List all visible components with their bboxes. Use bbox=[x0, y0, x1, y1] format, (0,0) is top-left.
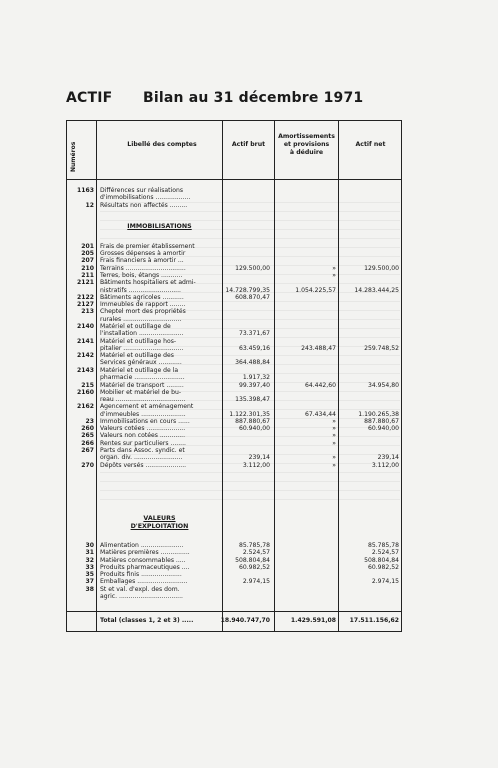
account-label: Produits finis ..................... bbox=[100, 571, 182, 578]
header-actif-net: Actif net bbox=[355, 141, 386, 148]
account-number: 38 bbox=[85, 586, 94, 593]
actif-net-cell: 2.524,57 bbox=[371, 549, 399, 556]
account-label: Parts dans Assoc. syndic. et bbox=[100, 447, 185, 454]
account-number: 33 bbox=[85, 564, 94, 571]
page-title-actif: ACTIF bbox=[66, 90, 113, 106]
actif-brut-cell: 60.982,52 bbox=[238, 564, 270, 571]
table-row bbox=[67, 243, 403, 250]
actif-brut-cell: 85.785,78 bbox=[238, 542, 270, 549]
actif-brut-cell: 364.488,84 bbox=[235, 359, 270, 366]
table-row bbox=[67, 374, 403, 381]
amortissements-cell: 64.442,60 bbox=[304, 382, 336, 389]
account-label: Résultats non affectés ......... bbox=[100, 202, 188, 209]
table-row bbox=[67, 367, 403, 374]
account-number: 2122 bbox=[77, 294, 94, 301]
actif-brut-cell: 1.122.301,35 bbox=[229, 411, 270, 418]
account-number: 37 bbox=[85, 578, 94, 585]
actif-brut-cell: 99.397,40 bbox=[238, 382, 270, 389]
table-row bbox=[67, 418, 403, 425]
table-row bbox=[67, 279, 403, 286]
account-label: d'immobilisations .................. bbox=[100, 194, 191, 201]
account-label: Frais de premier établissement bbox=[100, 243, 195, 250]
account-label: St et val. d'expl. des dom. bbox=[100, 586, 180, 593]
account-label: Frais financiers à amortir ... bbox=[100, 257, 184, 264]
amortissements-cell: » bbox=[332, 265, 336, 272]
account-label: Matières premières ............... bbox=[100, 549, 190, 556]
account-label: Emballages .......................... bbox=[100, 578, 188, 585]
account-label: pharmacie .......................... bbox=[100, 374, 185, 381]
account-number: 201 bbox=[81, 243, 94, 250]
header-actif-brut: Actif brut bbox=[231, 141, 266, 148]
table-row bbox=[67, 352, 403, 359]
total-actif-net: 17.511.156,62 bbox=[349, 617, 399, 624]
account-label: d'immeubles ....................... bbox=[100, 411, 186, 418]
actif-net-cell: 508.804,84 bbox=[364, 557, 399, 564]
actif-brut-cell: 135.398,47 bbox=[235, 396, 270, 403]
table-row bbox=[67, 447, 403, 454]
account-label: Grosses dépenses à amortir bbox=[100, 250, 186, 257]
amortissements-cell: » bbox=[332, 440, 336, 447]
account-label: Valeurs non cotées ............. bbox=[100, 432, 185, 439]
header-libelle: Libellé des comptes bbox=[127, 141, 197, 148]
account-number: 2160 bbox=[77, 389, 94, 396]
table-row bbox=[67, 330, 403, 337]
account-number: 211 bbox=[81, 272, 94, 279]
account-label: Immeubles de rapport ........ bbox=[100, 301, 186, 308]
actif-brut-cell: 14.728.799,35 bbox=[225, 287, 270, 294]
actif-brut-cell: 887.880,67 bbox=[235, 418, 270, 425]
account-label: organ. div. ......................... bbox=[100, 454, 183, 461]
account-number: 2141 bbox=[77, 338, 94, 345]
actif-net-cell: 85.785,78 bbox=[367, 542, 399, 549]
account-number: 213 bbox=[81, 308, 94, 315]
table-row bbox=[67, 403, 403, 410]
table-row bbox=[67, 316, 403, 323]
total-row bbox=[67, 617, 403, 624]
table-row bbox=[67, 202, 403, 209]
header-amort-line2: et provisions bbox=[283, 141, 330, 148]
table-row bbox=[67, 578, 403, 585]
account-number: 2142 bbox=[77, 352, 94, 359]
account-number: 2127 bbox=[77, 301, 94, 308]
actif-net-cell: 60.982,52 bbox=[367, 564, 399, 571]
table-row bbox=[67, 564, 403, 571]
account-label: Matériel et outillage hos- bbox=[100, 338, 177, 345]
account-number: 266 bbox=[81, 440, 94, 447]
section-valeurs-line1: VALEURS bbox=[143, 515, 176, 522]
account-label: Bâtiments hospitaliers et admi- bbox=[100, 279, 196, 286]
account-label: Bâtiments agricoles ........... bbox=[100, 294, 184, 301]
table-row bbox=[67, 425, 403, 432]
actif-net-cell: 259.748,52 bbox=[364, 345, 399, 352]
section-valeurs-line2: D'EXPLOITATION bbox=[130, 523, 189, 530]
table-row bbox=[67, 411, 403, 418]
account-label: Agencement et aménagement bbox=[100, 403, 194, 410]
account-number: 31 bbox=[85, 549, 94, 556]
actif-net-cell: 1.190.265,38 bbox=[358, 411, 399, 418]
account-label: Terres, bois, étangs ........... bbox=[100, 272, 183, 279]
account-number: 205 bbox=[81, 250, 94, 257]
account-label: Services généraux ............ bbox=[100, 359, 182, 366]
actif-brut-cell: 63.459,16 bbox=[238, 345, 270, 352]
table-row bbox=[67, 294, 403, 301]
total-label: Total (classes 1, 2 et 3) ..... bbox=[100, 617, 194, 624]
amortissements-cell: » bbox=[332, 418, 336, 425]
table-row bbox=[67, 454, 403, 461]
account-label: Dépôts versés ..................... bbox=[100, 462, 187, 469]
table-row bbox=[67, 432, 403, 439]
amortissements-cell: » bbox=[332, 425, 336, 432]
account-number: 1163 bbox=[77, 187, 94, 194]
account-label: Valeurs cotées .................... bbox=[100, 425, 186, 432]
balance-sheet-table bbox=[66, 120, 402, 632]
account-label: Mobilier et matériel de bu- bbox=[100, 389, 182, 396]
actif-net-cell: 34.954,80 bbox=[367, 382, 399, 389]
amortissements-cell: » bbox=[332, 272, 336, 279]
table-row bbox=[67, 345, 403, 352]
table-row bbox=[67, 382, 403, 389]
account-number: 2121 bbox=[77, 279, 94, 286]
account-number: 2140 bbox=[77, 323, 94, 330]
account-label: Produits pharmaceutiques .... bbox=[100, 564, 190, 571]
account-number: 12 bbox=[85, 202, 94, 209]
header-amort-line1: Amortissements bbox=[278, 133, 335, 140]
table-row bbox=[67, 301, 403, 308]
header-amort-line3: à déduire bbox=[289, 149, 324, 156]
account-number: 210 bbox=[81, 265, 94, 272]
account-number: 35 bbox=[85, 571, 94, 578]
account-label: Terrains ............................... bbox=[100, 265, 186, 272]
account-label: Matériel de transport ......... bbox=[100, 382, 184, 389]
page-title-bilan: Bilan au 31 décembre 1971 bbox=[143, 90, 364, 106]
table-row bbox=[67, 250, 403, 257]
table-row bbox=[67, 308, 403, 315]
table-row bbox=[67, 549, 403, 556]
actif-net-cell: 2.974,15 bbox=[371, 578, 399, 585]
table-row bbox=[67, 323, 403, 330]
table-row bbox=[67, 257, 403, 264]
account-label: rurales .............................. bbox=[100, 316, 182, 323]
actif-brut-cell: 73.371,67 bbox=[238, 330, 270, 337]
account-label: Matériel et outillage de la bbox=[100, 367, 179, 374]
actif-net-cell: 239,14 bbox=[377, 454, 399, 461]
table-row bbox=[67, 440, 403, 447]
account-number: 30 bbox=[85, 542, 94, 549]
table-row bbox=[67, 194, 403, 201]
table-row bbox=[67, 462, 403, 469]
table-row bbox=[67, 338, 403, 345]
account-label: Alimentation ...................... bbox=[100, 542, 184, 549]
account-number: 215 bbox=[81, 382, 94, 389]
table-row bbox=[67, 542, 403, 549]
actif-brut-cell: 2.974,15 bbox=[242, 578, 270, 585]
table-row bbox=[67, 187, 403, 194]
account-label: reau .................................... bbox=[100, 396, 186, 403]
account-number: 267 bbox=[81, 447, 94, 454]
amortissements-cell: » bbox=[332, 454, 336, 461]
amortissements-cell: » bbox=[332, 432, 336, 439]
account-label: Rentes sur particuliers ........ bbox=[100, 440, 186, 447]
actif-net-cell: 887.880,67 bbox=[364, 418, 399, 425]
account-label: Immobilisations en cours ...... bbox=[100, 418, 190, 425]
actif-brut-cell: 608.870,47 bbox=[235, 294, 270, 301]
amortissements-cell: 67.434,44 bbox=[304, 411, 336, 418]
amortissements-cell: » bbox=[332, 462, 336, 469]
actif-net-cell: 129.500,00 bbox=[364, 265, 399, 272]
account-number: 270 bbox=[81, 462, 94, 469]
account-label: Matériel et outillage des bbox=[100, 352, 174, 359]
account-number: 260 bbox=[81, 425, 94, 432]
account-number: 2143 bbox=[77, 367, 94, 374]
account-label: Matériel et outillage de bbox=[100, 323, 171, 330]
table-row bbox=[67, 593, 403, 600]
table-row bbox=[67, 287, 403, 294]
account-number: 2162 bbox=[77, 403, 94, 410]
account-label: pitalier ............................... bbox=[100, 345, 184, 352]
account-label: Cheptel mort des propriétés bbox=[100, 308, 186, 315]
account-number: 265 bbox=[81, 432, 94, 439]
account-label: Différences sur réalisations bbox=[100, 187, 184, 194]
table-row bbox=[67, 396, 403, 403]
actif-brut-cell: 3.112,00 bbox=[242, 462, 270, 469]
actif-brut-cell: 508.804,84 bbox=[235, 557, 270, 564]
section-immobilisations: IMMOBILISATIONS bbox=[127, 223, 192, 230]
actif-brut-cell: 60.940,00 bbox=[238, 425, 270, 432]
amortissements-cell: 243.488,47 bbox=[301, 345, 336, 352]
account-label: l'installation ....................... bbox=[100, 330, 184, 337]
header-divider bbox=[67, 179, 401, 180]
total-actif-brut: 18.940.747,70 bbox=[220, 617, 270, 624]
actif-brut-cell: 1.917,32 bbox=[242, 374, 270, 381]
total-amortissements: 1.429.591,08 bbox=[290, 617, 336, 624]
table-row bbox=[67, 389, 403, 396]
table-row bbox=[67, 586, 403, 593]
table-row bbox=[67, 359, 403, 366]
total-divider bbox=[67, 611, 401, 612]
table-row bbox=[67, 272, 403, 279]
account-label: Matières consommables ..... bbox=[100, 557, 186, 564]
table-row bbox=[67, 557, 403, 564]
account-number: 23 bbox=[85, 418, 94, 425]
actif-net-cell: 14.283.444,25 bbox=[354, 287, 399, 294]
actif-brut-cell: 239,14 bbox=[248, 454, 270, 461]
amortissements-cell: 1.054.225,57 bbox=[295, 287, 336, 294]
account-number: 207 bbox=[81, 257, 94, 264]
actif-net-cell: 60.940,00 bbox=[367, 425, 399, 432]
actif-net-cell: 3.112,00 bbox=[371, 462, 399, 469]
actif-brut-cell: 129.500,00 bbox=[235, 265, 270, 272]
actif-brut-cell: 2.524,57 bbox=[242, 549, 270, 556]
account-label: nistratifs ........................... bbox=[100, 287, 181, 294]
account-label: agric. ................................. bbox=[100, 593, 183, 600]
table-row bbox=[67, 265, 403, 272]
table-row bbox=[67, 571, 403, 578]
account-number: 32 bbox=[85, 557, 94, 564]
header-numeros: Numéros bbox=[70, 141, 77, 173]
